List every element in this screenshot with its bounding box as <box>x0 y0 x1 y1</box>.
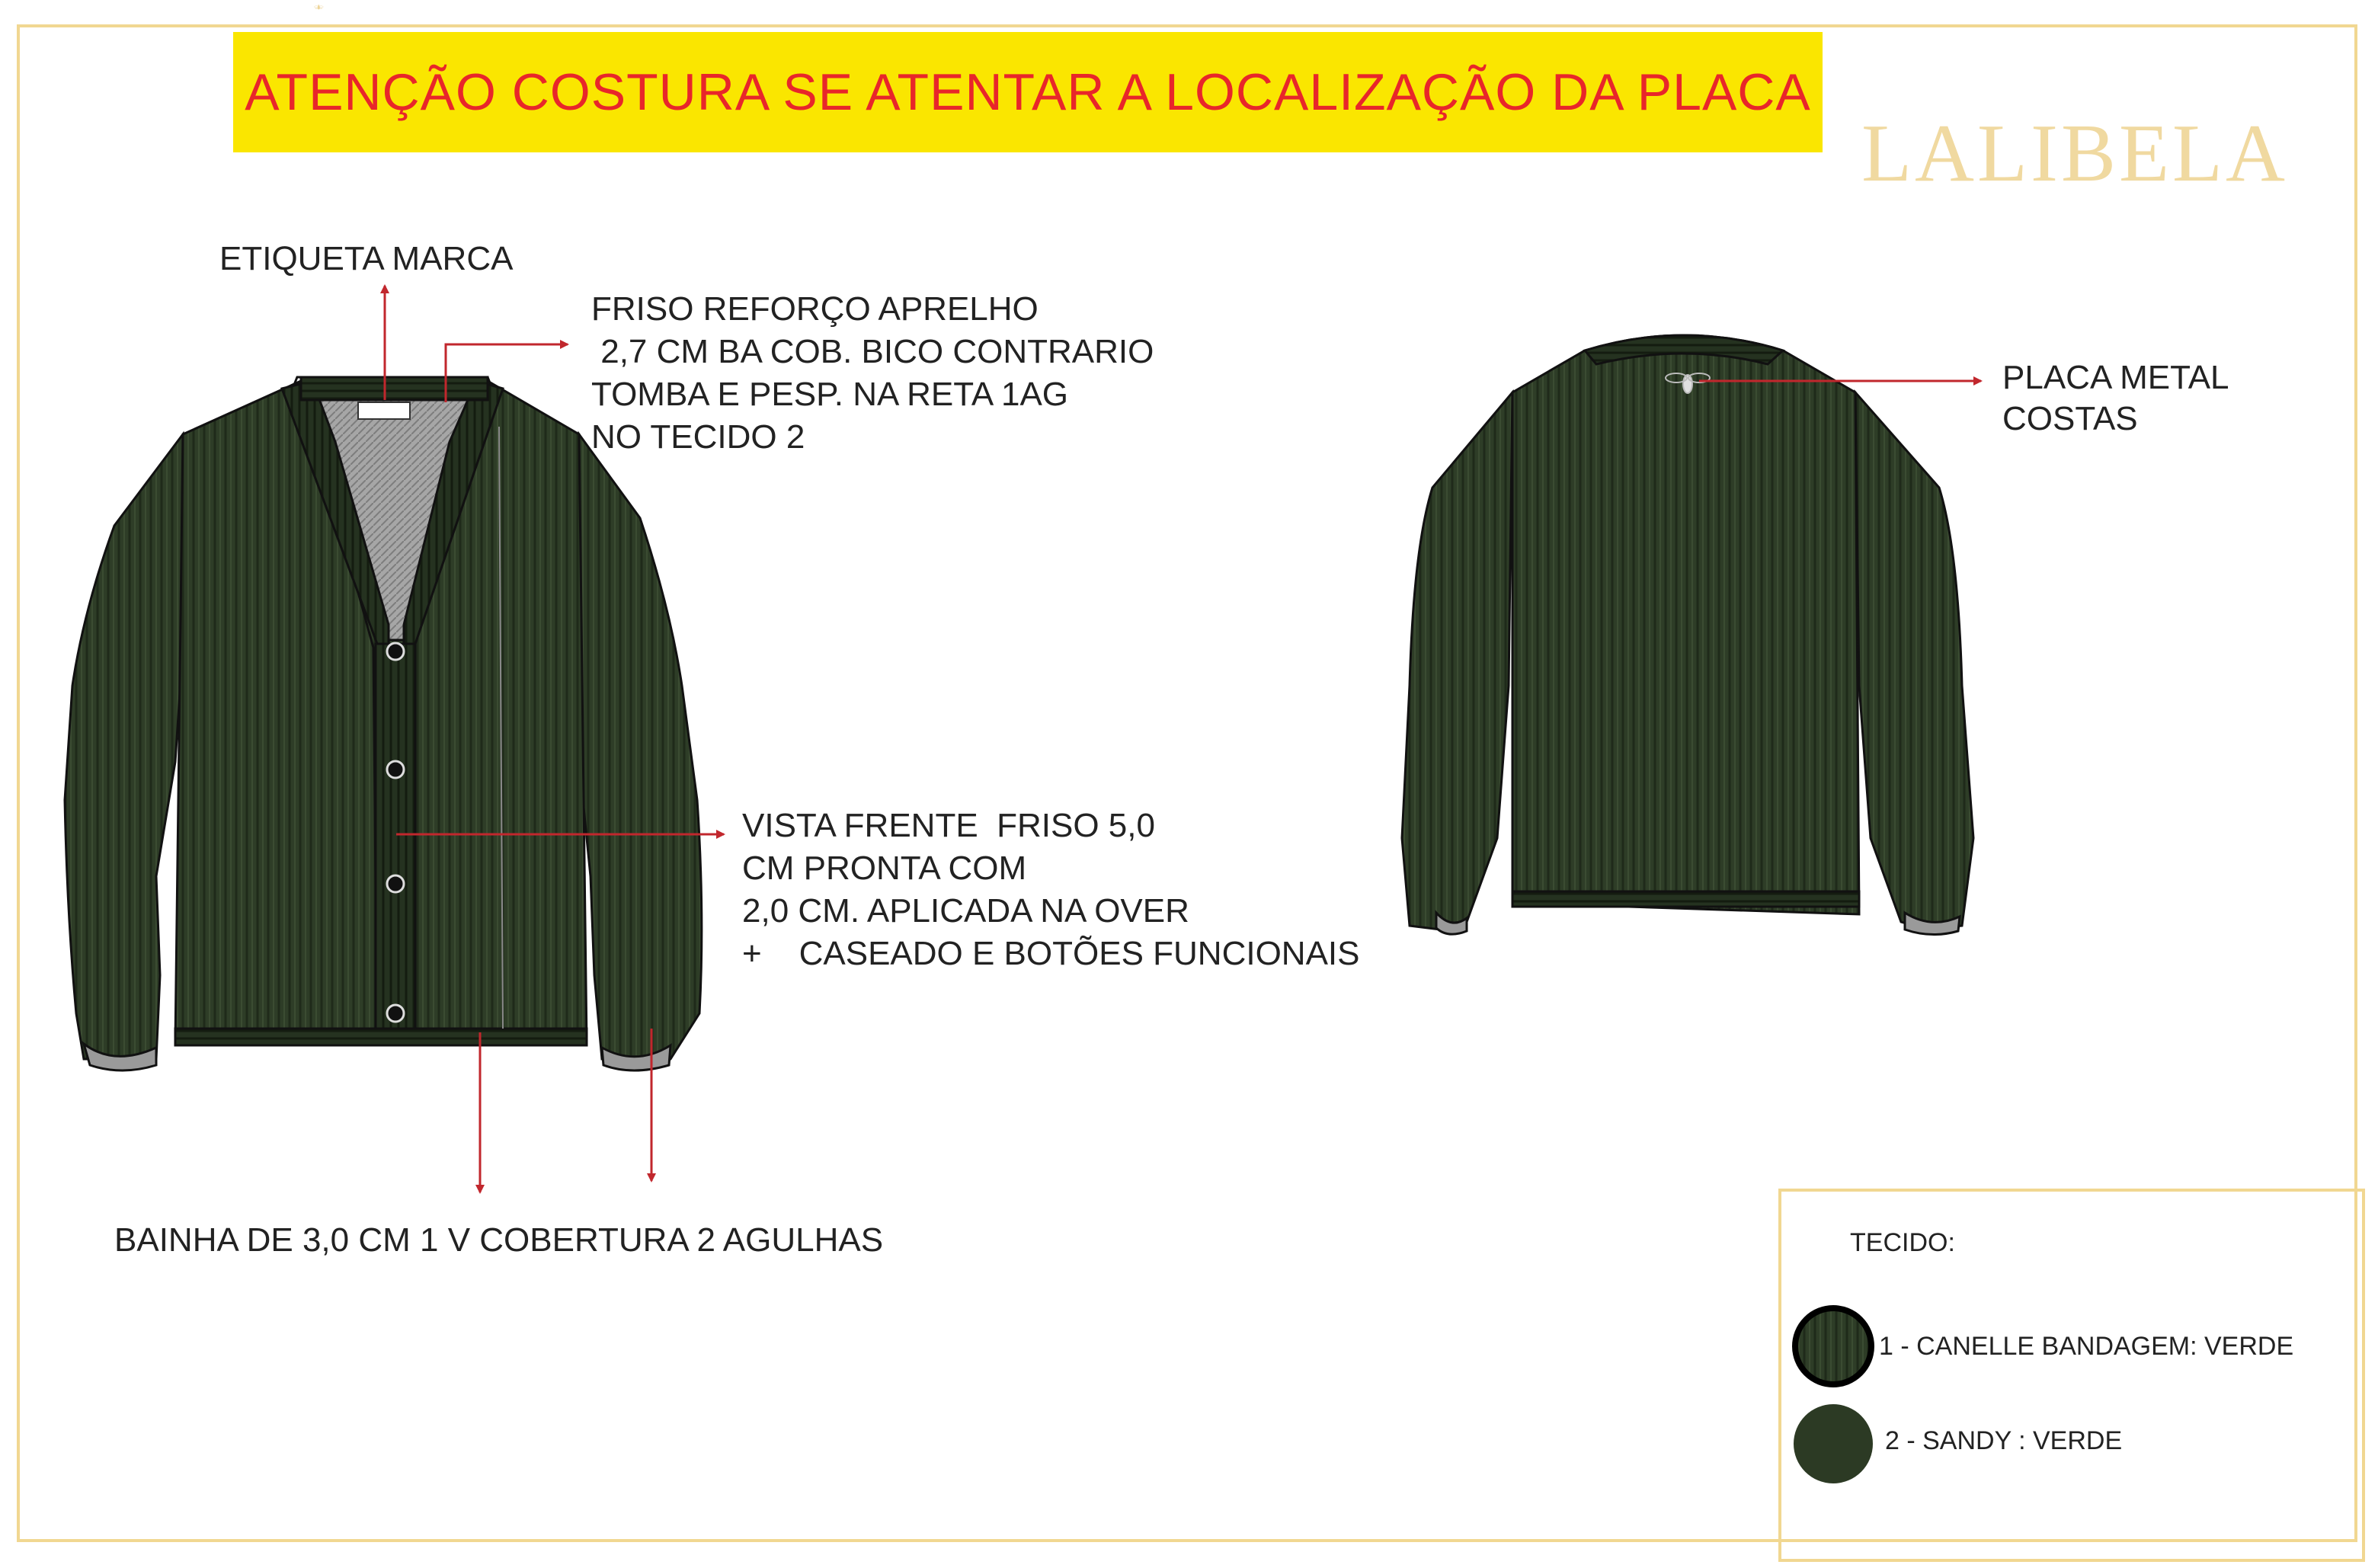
label-placa-2: COSTAS <box>2002 400 2138 437</box>
label-placa-1: PLACA METAL <box>2002 359 2229 396</box>
fabric-item-1: 1 - CANELLE BANDAGEM: VERDE <box>1879 1332 2294 1361</box>
left-sleeve <box>65 434 183 1059</box>
label-etiqueta: ETIQUETA MARCA <box>219 240 514 277</box>
label-friso-3: TOMBA E PESP. NA RETA 1AG <box>591 376 1069 413</box>
label-vista-4: + CASEADO E BOTÕES FUNCIONAIS <box>742 935 1360 972</box>
label-vista-1: VISTA FRENTE FRISO 5,0 <box>742 807 1155 844</box>
banner-text: ATENÇÃO COSTURA SE ATENTAR A LOCALIZAÇÃO DA PLACA <box>245 63 1811 121</box>
label-vista-3: 2,0 CM. APLICADA NA OVER <box>742 892 1189 930</box>
back-view <box>1402 335 1973 935</box>
right-sleeve <box>575 434 702 1059</box>
label-friso-4: NO TECIDO 2 <box>591 418 805 456</box>
fabric-title: TECIDO: <box>1850 1228 1955 1257</box>
label-friso-2: 2,7 CM BA COB. BICO CONTRARIO <box>591 333 1154 370</box>
front-view <box>65 377 702 1070</box>
label-vista-2: CM PRONTA COM <box>742 850 1027 887</box>
label-bainha: BAINHA DE 3,0 CM 1 V COBERTURA 2 AGULHAS <box>114 1221 884 1259</box>
brand-logo-text: LALIBELA <box>1861 108 2288 199</box>
fabric-item-2: 2 - SANDY : VERDE <box>1885 1426 2123 1455</box>
label-friso-1: FRISO REFORÇO APRELHO <box>591 290 1039 328</box>
